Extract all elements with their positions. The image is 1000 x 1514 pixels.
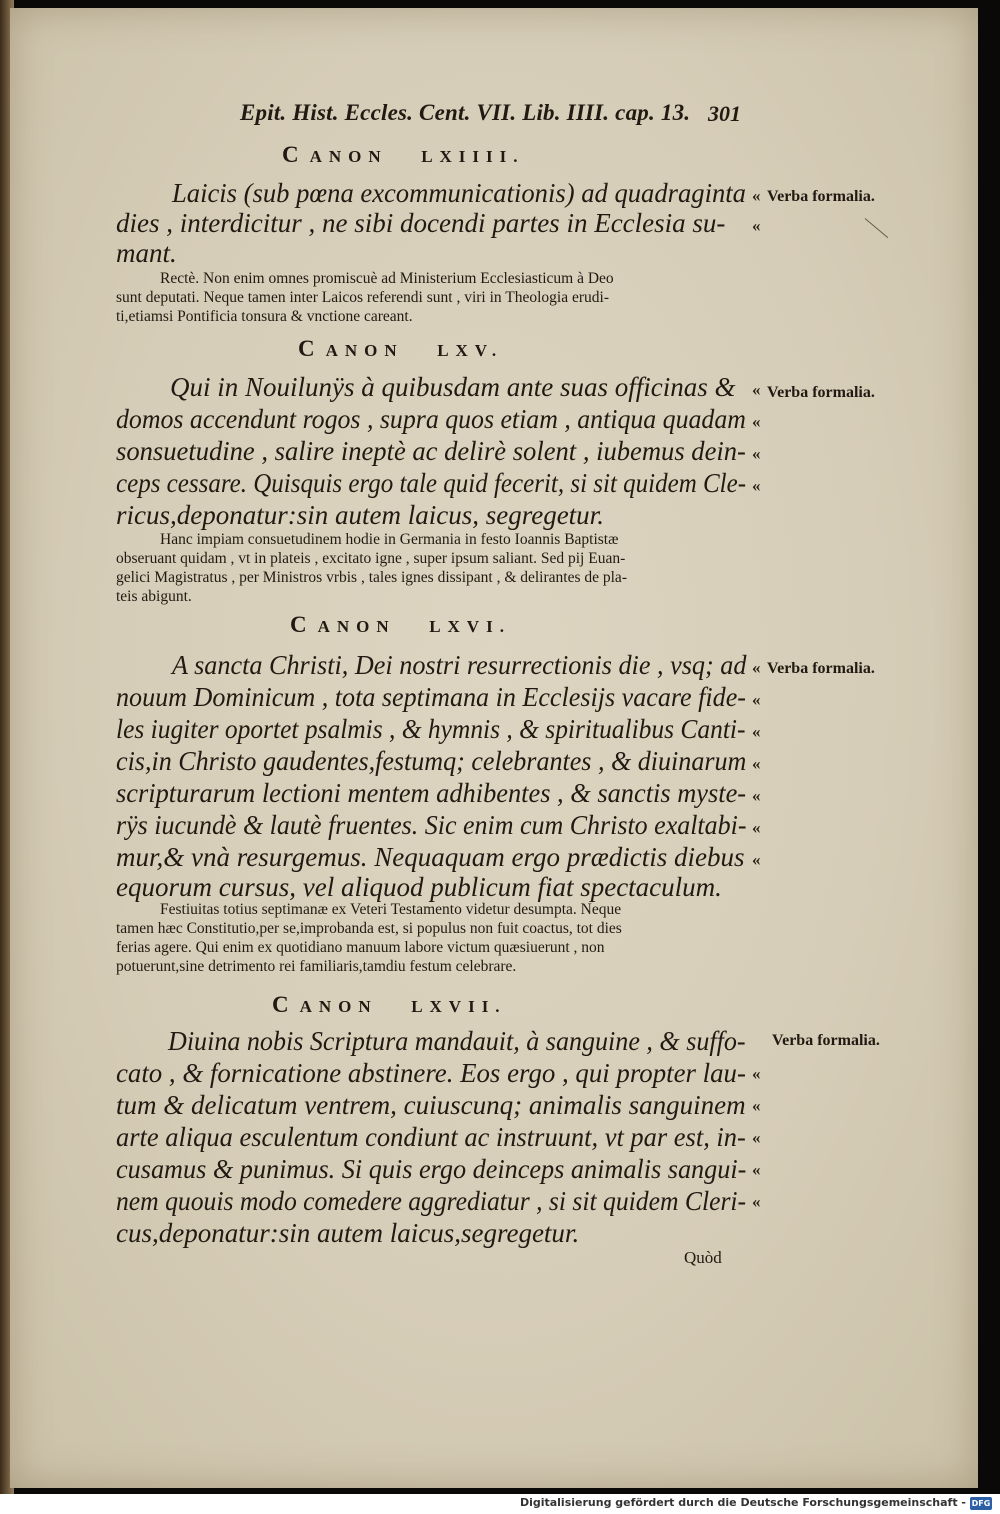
commentary-line: gelici Magistratus , per Ministros vrbis , tales ignes dissipant , & delirantes de pla- bbox=[116, 569, 627, 586]
commentary-line: sunt deputati. Neque tamen inter Laicos referendi sunt , viri in Theologia erudi- bbox=[116, 289, 609, 306]
quote-mark: « bbox=[752, 1064, 761, 1083]
dfg-logo-icon: DFG bbox=[971, 1499, 991, 1508]
canon-heading-word: ANON bbox=[317, 617, 396, 636]
canon-text-line: sonsuetudine , salire ineptè ac delirè solent , iubemus dein- bbox=[116, 436, 746, 466]
commentary-line: teis abigunt. bbox=[116, 588, 192, 605]
quote-mark: « bbox=[752, 380, 761, 399]
quote-mark: « bbox=[752, 850, 761, 869]
commentary-line: ferias agere. Qui enim ex quotidiano manuum labore victum quæsiuerunt , non bbox=[116, 939, 605, 956]
canon-heading bbox=[298, 336, 503, 362]
commentary-line: tamen hæc Constitutio,per se,improbanda est, si populus non fuit coactus, tot dies bbox=[116, 920, 622, 937]
quote-mark: « bbox=[752, 216, 761, 235]
quote-mark: « bbox=[752, 754, 761, 773]
quote-mark: « bbox=[752, 412, 761, 431]
canon-heading-initial: C bbox=[282, 142, 310, 167]
commentary-line: ti,etiamsi Pontificia tonsura & vnctione careant. bbox=[116, 308, 413, 325]
canon-text-line: scripturarum lectioni mentem adhibentes , & sanctis myste- bbox=[116, 778, 747, 808]
canon-text-line: cis,in Christo gaudentes,festumq; celebrantes , & diuinarum bbox=[116, 746, 747, 776]
canon-numeral: LXVI. bbox=[429, 617, 511, 636]
canon-text-line: Qui in Nouilunÿs à quibusdam ante suas officinas & bbox=[170, 372, 736, 402]
canon-text-line: cato , & fornicatione abstinere. Eos ergo , qui propter lau- bbox=[116, 1058, 746, 1088]
running-head: Epit. Hist. Eccles. Cent. VII. Lib. IIII. cap. 13. bbox=[240, 100, 691, 125]
commentary-line: Festiuitas totius septimanæ ex Veteri Testamento videtur desumpta. Neque bbox=[160, 901, 622, 918]
canon-text-line: cusamus & punimus. Si quis ergo deinceps animalis sangui- bbox=[116, 1154, 747, 1184]
canon-text-line: mur,& vnà resurgemus. Nequaquam ergo prædictis diebus bbox=[116, 842, 745, 872]
canon-text-line: les iugiter oportet psalmis , & hymnis , & spiritualibus Canti- bbox=[116, 714, 746, 744]
quote-mark: « bbox=[752, 1192, 761, 1211]
page-number: 301 bbox=[708, 101, 741, 126]
quote-mark: « bbox=[752, 722, 761, 741]
canon-text-line: equorum cursus, vel aliquod publicum fiat spectaculum. bbox=[116, 872, 722, 902]
canon-heading-initial: C bbox=[272, 992, 300, 1017]
margin-note: Verba formalia. bbox=[772, 1032, 880, 1049]
pen-mark bbox=[865, 218, 889, 238]
quote-mark: « bbox=[752, 476, 761, 495]
margin-note: Verba formalia. bbox=[767, 384, 875, 401]
commentary-line: potuerunt,sine detrimento rei familiaris,tamdiu festum celebrare. bbox=[116, 958, 517, 975]
canon-heading-word: ANON bbox=[299, 997, 378, 1016]
quote-mark: « bbox=[752, 818, 761, 837]
canon-heading-word: ANON bbox=[325, 341, 404, 360]
canon-text-line: arte aliqua esculentum condiunt ac instruunt, vt par est, in- bbox=[116, 1122, 746, 1152]
canon-text-line: domos accendunt rogos , supra quos etiam , antiqua quadam bbox=[116, 404, 746, 434]
quote-mark: « bbox=[752, 690, 761, 709]
canon-text-line: rÿs iucundè & lautè fruentes. Sic enim cum Christo exaltabi- bbox=[116, 810, 747, 840]
quote-mark: « bbox=[752, 1160, 761, 1179]
canon-text-line: mant. bbox=[116, 238, 177, 268]
canon-heading bbox=[290, 612, 511, 638]
canon-text-line: ricus,deponatur:sin autem laicus, segregetur. bbox=[116, 500, 604, 530]
canon-heading-word: ANON bbox=[309, 147, 388, 166]
commentary-line: Hanc impiam consuetudinem hodie in Germania in festo Ioannis Baptistæ bbox=[160, 531, 619, 548]
quote-mark: « bbox=[752, 1128, 761, 1147]
margin-note: Verba formalia. bbox=[767, 660, 875, 677]
quote-mark: « bbox=[752, 186, 761, 205]
footer-credit: Digitalisierung gefördert durch die Deutsche Forschungsgemeinschaft - bbox=[519, 1496, 966, 1509]
canon-text-line: ceps cessare. Quisquis ergo tale quid fecerit, si sit quidem Cle- bbox=[116, 468, 747, 498]
commentary-line: Rectè. Non enim omnes promiscuè ad Ministerium Ecclesiasticum à Deo bbox=[160, 270, 614, 287]
canon-heading bbox=[282, 142, 525, 168]
quote-mark: « bbox=[752, 444, 761, 463]
quote-mark: « bbox=[752, 658, 761, 677]
canon-text-line: Diuina nobis Scriptura mandauit, à sanguine , & suffo- bbox=[168, 1026, 746, 1056]
canon-text-line: dies , interdicitur , ne sibi docendi partes in Ecclesia su- bbox=[116, 208, 726, 238]
footer-bar bbox=[0, 1494, 1000, 1514]
book-page bbox=[10, 8, 978, 1488]
catchword: Quòd bbox=[684, 1248, 722, 1267]
commentary-line: obseruant quidam , vt in plateis , excitato igne , super ipsum saliant. Sed pij Euan- bbox=[116, 550, 626, 567]
canon-numeral: LXIIII. bbox=[421, 147, 525, 166]
quote-mark: « bbox=[752, 786, 761, 805]
canon-text-line: tum & delicatum ventrem, cuiuscunq; animalis sanguinem bbox=[116, 1090, 746, 1120]
canon-text-line: A sancta Christi, Dei nostri resurrectionis die , vsq; ad bbox=[172, 650, 747, 680]
canon-text-line: nouum Dominicum , tota septimana in Ecclesijs vacare fide- bbox=[116, 682, 746, 712]
canon-text-line: Laicis (sub pœna excommunicationis) ad quadraginta bbox=[172, 178, 746, 208]
canon-text-line: cus,deponatur:sin autem laicus,segregetur. bbox=[116, 1218, 580, 1248]
margin-note: Verba formalia. bbox=[767, 188, 875, 205]
canon-heading-initial: C bbox=[290, 612, 318, 637]
canon-numeral: LXVII. bbox=[411, 997, 507, 1016]
canon-numeral: LXV. bbox=[437, 341, 504, 360]
canon-heading-initial: C bbox=[298, 336, 326, 361]
quote-mark: « bbox=[752, 1096, 761, 1115]
canon-text-line: nem quouis modo comedere aggrediatur , si sit quidem Cleri- bbox=[116, 1186, 747, 1216]
canon-heading bbox=[272, 992, 507, 1018]
